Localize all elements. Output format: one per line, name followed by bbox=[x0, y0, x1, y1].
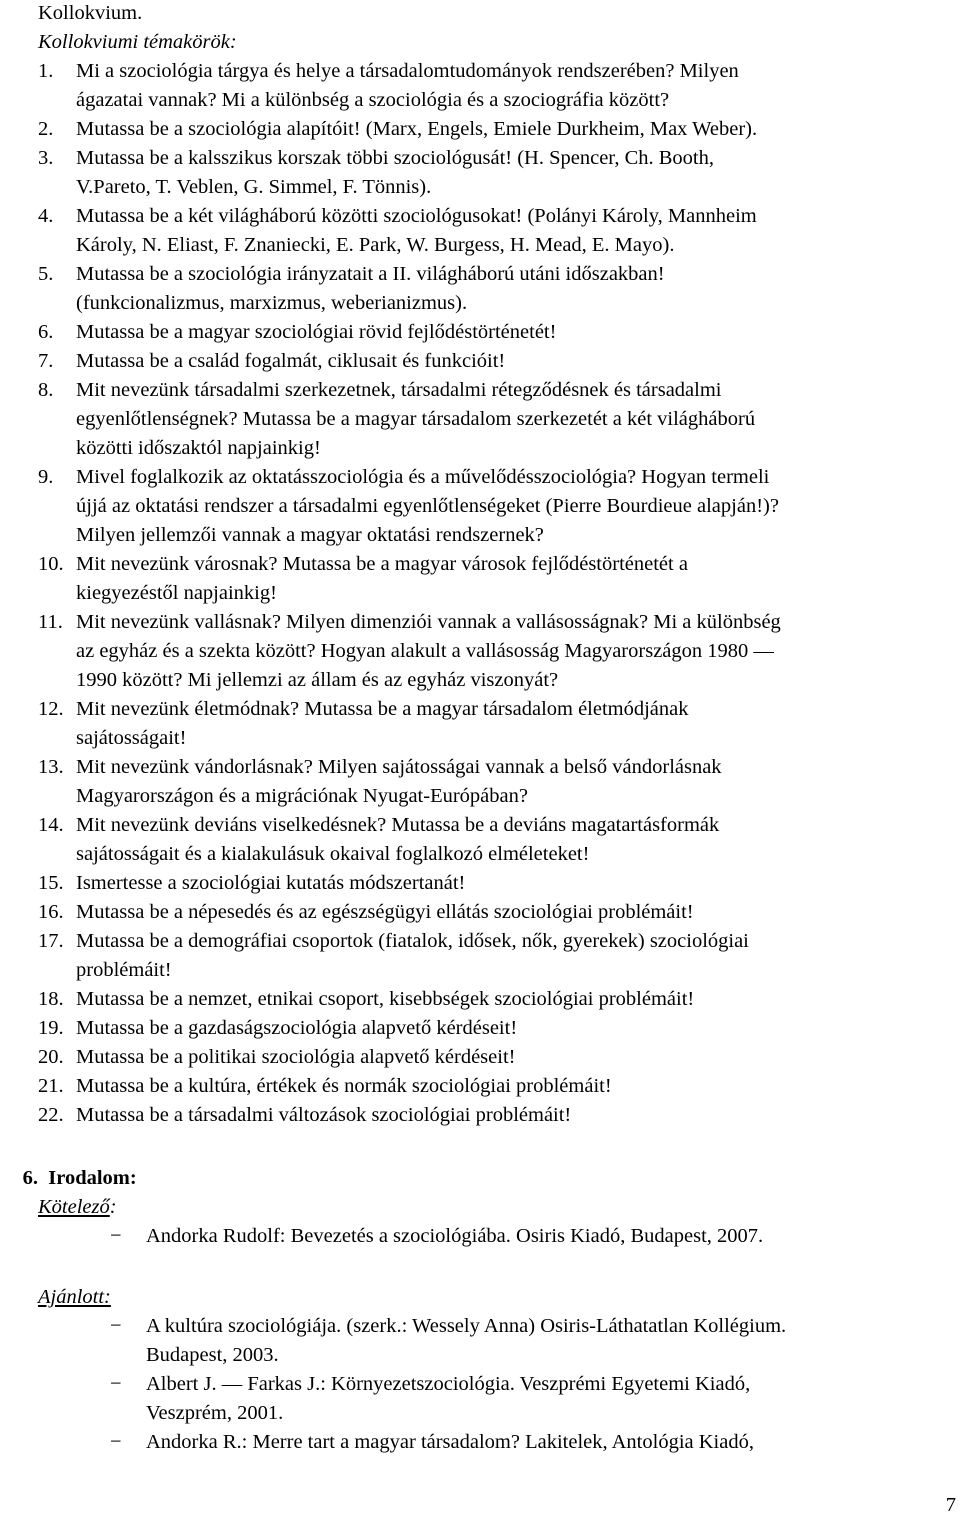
topic-number: 18. bbox=[38, 988, 64, 1010]
mandatory-list bbox=[110, 1222, 763, 1251]
list-item bbox=[38, 695, 781, 753]
topic-text: Mit nevezünk társadalmi szerkezetnek, társadalmi rétegződésnek és társadalmi egyenlőtlenségnek? Mutassa be a magyar társadalom szerkezetét a két világháború közötti időszaktól napjainkig! bbox=[76, 379, 756, 459]
topic-number: 17. bbox=[38, 930, 64, 952]
list-item bbox=[38, 985, 781, 1014]
list-item bbox=[38, 347, 781, 376]
topic-text: Mivel foglalkozik az oktatásszociológia és a művelődésszociológia? Hogyan termeli újjá az oktatási rendszer a társadalmi egyenlőtlenségeket (Pierre Bourdieue alapján!)? Milyen jellemzői vannak a magyar oktatási rendszernek? bbox=[76, 466, 779, 546]
topic-number: 1. bbox=[38, 60, 54, 82]
list-item bbox=[110, 1312, 786, 1370]
list-item bbox=[38, 1014, 781, 1043]
topic-number: 12. bbox=[38, 698, 64, 720]
topic-text: Mutassa be a népesedés és az egészségügyi ellátás szociológiai problémáit! bbox=[76, 901, 694, 923]
mandatory-label: Kötelező bbox=[38, 1196, 110, 1218]
topic-number: 10. bbox=[38, 553, 64, 575]
topic-text: Mi a szociológia tárgya és helye a társadalomtudományok rendszerében? Milyen ágazatai vannak? Mi a különbség a szociológia és a szociográfia között? bbox=[76, 60, 739, 111]
topic-number: 7. bbox=[38, 350, 54, 372]
list-item bbox=[110, 1222, 763, 1251]
list-item bbox=[38, 318, 781, 347]
section-title-text: Irodalom: bbox=[48, 1167, 137, 1189]
bullet-dash: − bbox=[110, 1373, 122, 1395]
topic-number: 8. bbox=[38, 379, 54, 401]
list-item bbox=[110, 1370, 786, 1428]
topic-number: 21. bbox=[38, 1075, 64, 1097]
topic-text: Mutassa be a szociológia irányzatait a II. világháború utáni időszakban! (funkcionalizmus, marxizmus, weberianizmus). bbox=[76, 263, 665, 314]
topic-text: Mutassa be a kalsszikus korszak többi szociológusát! (H. Spencer, Ch. Booth, V.Pareto, T. Veblen, G. Simmel, F. Tönnis). bbox=[76, 147, 714, 198]
page-number: 7 bbox=[945, 1494, 956, 1516]
list-item bbox=[38, 57, 781, 115]
topic-number: 13. bbox=[38, 756, 64, 778]
list-item bbox=[38, 1043, 781, 1072]
topic-number: 22. bbox=[38, 1104, 64, 1126]
topic-text: Mutassa be a két világháború közötti szociológusokat! (Polányi Károly, Mannheim Károly, N. Eliast, F. Znaniecki, E. Park, W. Burgess, H. Mead, E. Mayo). bbox=[76, 205, 757, 256]
topic-number: 15. bbox=[38, 872, 64, 894]
list-item bbox=[38, 260, 781, 318]
mandatory-colon: : bbox=[109, 1196, 117, 1218]
list-item bbox=[38, 608, 781, 695]
topic-list bbox=[38, 57, 781, 1130]
topic-number: 3. bbox=[38, 147, 54, 169]
section-title bbox=[38, 1164, 137, 1193]
list-item bbox=[38, 1072, 781, 1101]
topic-number: 2. bbox=[38, 118, 54, 140]
mandatory-heading bbox=[38, 1193, 117, 1222]
list-item bbox=[38, 115, 781, 144]
topic-number: 6. bbox=[38, 321, 54, 343]
topic-text: Mutassa be a politikai szociológia alapvető kérdéseit! bbox=[76, 1046, 516, 1068]
topic-text: Mutassa be a nemzet, etnikai csoport, kisebbségek szociológiai problémáit! bbox=[76, 988, 695, 1010]
section-heading bbox=[0, 1164, 137, 1193]
topic-number: 19. bbox=[38, 1017, 64, 1039]
recommended-heading: Ajánlott: bbox=[38, 1286, 111, 1308]
list-item bbox=[38, 202, 781, 260]
reference-text: Andorka R.: Merre tart a magyar társadalom? Lakitelek, Antológia Kiadó, bbox=[146, 1431, 754, 1453]
topic-number: 20. bbox=[38, 1046, 64, 1068]
section-number: 6. bbox=[22, 1167, 38, 1189]
topic-number: 9. bbox=[38, 466, 54, 488]
topic-text: Mit nevezünk városnak? Mutassa be a magyar városok fejlődéstörténetét a kiegyezéstől napjainkig! bbox=[76, 553, 688, 604]
topic-text: Mit nevezünk deviáns viselkedésnek? Mutassa be a deviáns magatartásformák sajátosságait és a kialakulásuk okaival foglalkozó elméleteket! bbox=[76, 814, 720, 865]
topic-text: Mutassa be a gazdaságszociológia alapvető kérdéseit! bbox=[76, 1017, 518, 1039]
topic-text: Ismertesse a szociológiai kutatás módszertanát! bbox=[76, 872, 466, 894]
list-item bbox=[38, 898, 781, 927]
topic-number: 14. bbox=[38, 814, 64, 836]
list-item bbox=[38, 811, 781, 869]
list-item bbox=[38, 753, 781, 811]
topic-text: Mutassa be a demográfiai csoportok (fiatalok, idősek, nők, gyerekek) szociológiai problémáit! bbox=[76, 930, 749, 981]
list-item bbox=[38, 376, 781, 463]
topic-text: Mit nevezünk életmódnak? Mutassa be a magyar társadalom életmódjának sajátosságait! bbox=[76, 698, 689, 749]
bullet-dash: − bbox=[110, 1225, 122, 1247]
topic-text: Mutassa be a kultúra, értékek és normák szociológiai problémáit! bbox=[76, 1075, 612, 1097]
heading: Kollokvium. bbox=[38, 2, 143, 24]
reference-text: Andorka Rudolf: Bevezetés a szociológiába. Osiris Kiadó, Budapest, 2007. bbox=[146, 1225, 764, 1247]
topic-text: Mit nevezünk vándorlásnak? Milyen sajátosságai vannak a belső vándorlásnak Magyarországon és a migrációnak Nyugat-Európában? bbox=[76, 756, 722, 807]
topic-number: 16. bbox=[38, 901, 64, 923]
reference-text: Albert J. ― Farkas J.: Környezetszociológia. Veszprémi Egyetemi Kiadó, Veszprém, 2001. bbox=[146, 1373, 751, 1424]
bullet-dash: − bbox=[110, 1315, 122, 1337]
topic-number: 11. bbox=[38, 611, 63, 633]
topic-text: Mutassa be a család fogalmát, ciklusait és funkcióit! bbox=[76, 350, 506, 372]
list-item bbox=[110, 1428, 786, 1457]
topic-number: 5. bbox=[38, 263, 54, 285]
reference-text: A kultúra szociológiája. (szerk.: Wessely Anna) Osiris-Láthatatlan Kollégium. Budapest, 2003. bbox=[146, 1315, 787, 1366]
topic-text: Mutassa be a magyar szociológiai rövid fejlődéstörténetét! bbox=[76, 321, 557, 343]
topic-number: 4. bbox=[38, 205, 54, 227]
list-item bbox=[38, 1101, 781, 1130]
list-item bbox=[38, 869, 781, 898]
recommended-list bbox=[110, 1312, 786, 1457]
subheading: Kollokviumi témakörök: bbox=[38, 31, 237, 53]
topic-text: Mutassa be a szociológia alapítóit! (Marx, Engels, Emiele Durkheim, Max Weber). bbox=[76, 118, 758, 140]
list-item bbox=[38, 927, 781, 985]
list-item bbox=[38, 550, 781, 608]
bullet-dash: − bbox=[110, 1431, 122, 1453]
list-item bbox=[38, 463, 781, 550]
topic-text: Mutassa be a társadalmi változások szociológiai problémáit! bbox=[76, 1104, 572, 1126]
topic-text: Mit nevezünk vallásnak? Milyen dimenziói vannak a vallásosságnak? Mi a különbség az egyház és a szekta között? Hogyan alakult a vallásosság Magyarországon 1980 ― 1990 között? Mi jellemzi az állam és az egyház viszonyát? bbox=[76, 611, 781, 691]
list-item bbox=[38, 144, 781, 202]
